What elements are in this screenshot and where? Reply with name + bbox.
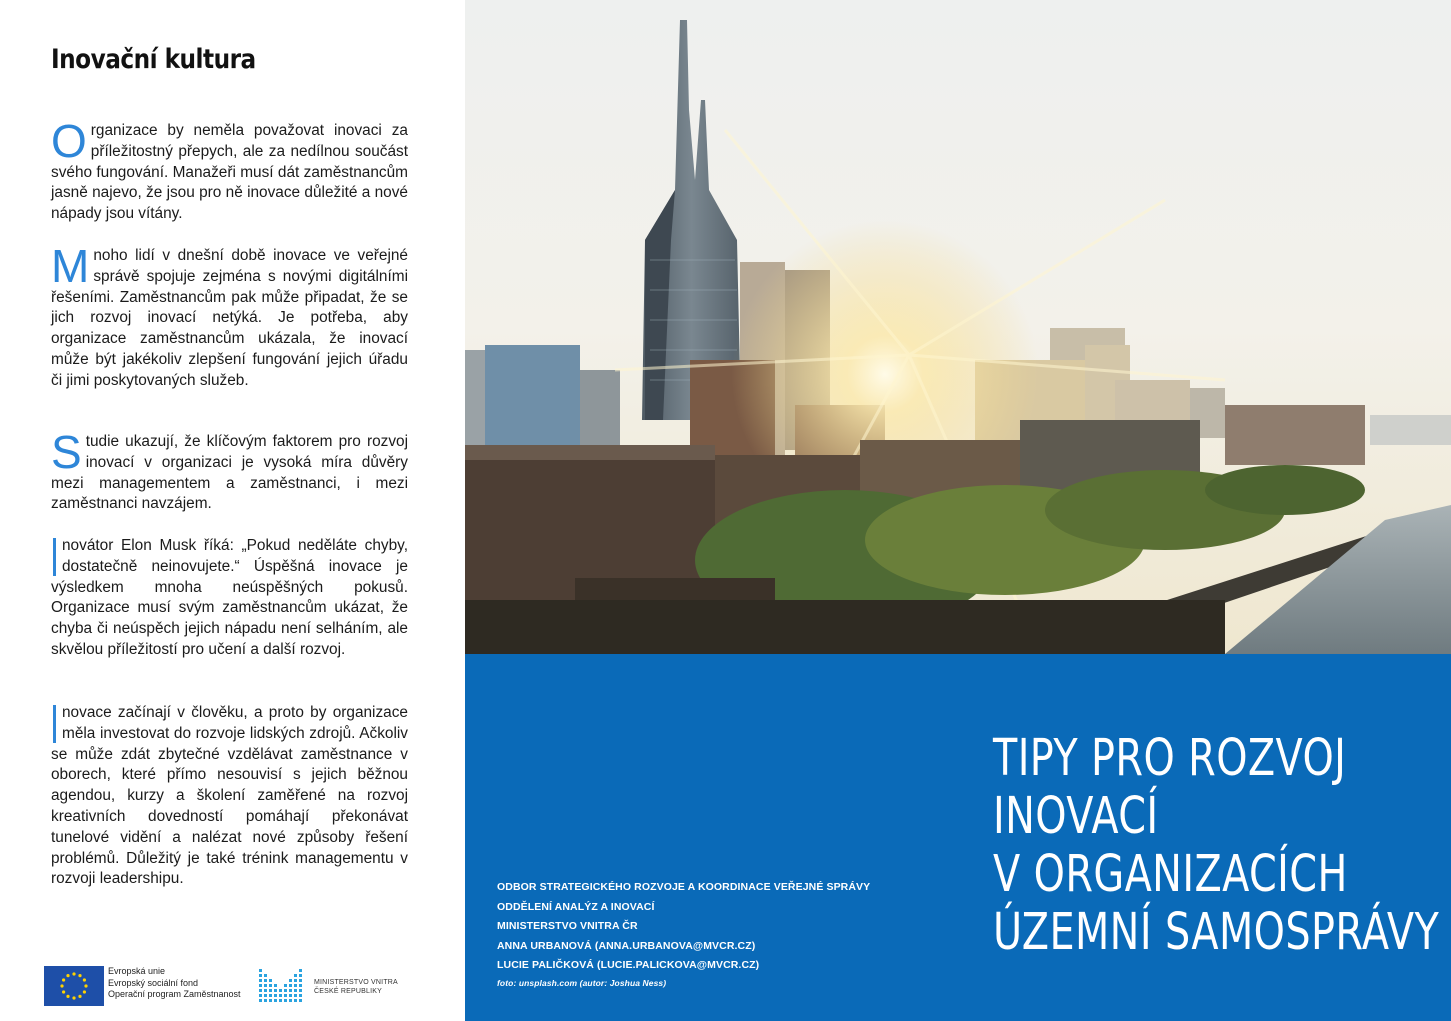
credit-line: ANNA URBANOVÁ (ANNA.URBANOVA@MVCR.CZ): [497, 939, 756, 952]
cover-title: [993, 730, 1439, 962]
cover-panel: [465, 654, 1451, 1021]
drop-cap: S: [51, 426, 82, 478]
credit-line: ODDĚLENÍ ANALÝZ A INOVACÍ: [497, 900, 655, 913]
eu-logo-line: Operační program Zaměstnanost: [108, 989, 241, 999]
credit-line: LUCIE PALIČKOVÁ (LUCIE.PALICKOVA@MVCR.CZ): [497, 959, 760, 971]
title-line: V ORGANIZACÍCH: [993, 845, 1348, 904]
left-column: [0, 0, 465, 1021]
paragraph: [51, 240, 408, 392]
paragraph-text: novátor Elon Musk říká: „Pokud neděláte chyby, dostatečně neinovujete.“ Úspěšná inovace je výsledkem mnoha neúspěšných pokusů. Organizace musí svým zaměstnancům ukázat, že chyba či neúspěch jejich nápadu není selháním, ale skvělou příležitostí pro učení a další rozvoj.: [51, 537, 408, 658]
title-line: INOVACÍ: [993, 787, 1159, 846]
paragraph: [51, 426, 408, 515]
paragraph-text: tudie ukazují, že klíčovým faktorem pro rozvoj inovací v organizaci je vysoká míra důvěry mezi managementem a zaměstnanci, i mezi zaměstnanci navzájem.: [51, 433, 408, 513]
title-line: TIPY PRO ROZVOJ: [993, 729, 1347, 788]
eu-logo-line: Evropská unie: [108, 966, 166, 976]
paragraph-text: novace začínají v člověku, a proto by organizace měla investovat do rozvoje lidských zdrojů. Ačkoliv se může zdát zbytečné vzdělávat zaměstnance v oborech, které přímo nesouvisí s jejich běžnou agendou, kurzy a školení zaměřené na rozvoj kreativních dovedností pomáhají překonávat tunelové vidění a nalézat nové způsoby řešení problémů. Důležitý je také trénink managementu v rozvoji leadershipu.: [51, 704, 408, 888]
eu-logo-text: [108, 966, 241, 1001]
credits-block: [497, 878, 870, 991]
city-skyline-photo: [465, 0, 1451, 654]
ministry-logo-text: [314, 978, 398, 996]
drop-cap: M: [51, 240, 90, 292]
title-line: ÚZEMNÍ SAMOSPRÁVY: [993, 903, 1440, 962]
paragraph: [51, 703, 408, 890]
eu-flag-icon: [44, 966, 104, 1006]
ministry-logo-line: ČESKÉ REPUBLIKY: [314, 988, 382, 995]
drop-cap: [53, 538, 56, 576]
ministry-logo-icon: [257, 965, 309, 1007]
drop-cap: O: [51, 115, 87, 167]
drop-cap: [53, 705, 56, 743]
credit-line: ODBOR STRATEGICKÉHO ROZVOJE A KOORDINACE VEŘEJNÉ SPRÁVY: [497, 881, 871, 893]
paragraph-text: rganizace by neměla považovat inovaci za příležitostný přepych, ale za nedílnou součást svého fungování. Manažeři musí dát zaměstnancům jasně najevo, že jsou pro ně inovace důležité a nové nápady jsou vítány.: [51, 122, 408, 223]
eu-logo-line: Evropský sociální fond: [108, 977, 199, 988]
ministry-logo-line: MINISTERSTVO VNITRA: [314, 979, 398, 986]
photo-credit: foto: unsplash.com (autor: Joshua Ness): [497, 977, 667, 988]
credit-line: MINISTERSTVO VNITRA ČR: [497, 920, 638, 932]
paragraph: [51, 536, 408, 661]
logo-bar: [44, 963, 424, 1008]
section-heading: Inovační kultura: [51, 44, 256, 75]
paragraph-text: noho lidí v dnešní době inovace ve veřejné správě spojuje zejména s novými digitálními řešeními. Zaměstnancům pak může připadat, že se jich rozvoj inovací netýká. Je potřeba, aby organizace zaměstnancům ukázala, že inovací může být jakékoliv zlepšení fungování jejich úřadu či jimi poskytovaných služeb.: [51, 247, 408, 389]
paragraph: [51, 115, 408, 225]
